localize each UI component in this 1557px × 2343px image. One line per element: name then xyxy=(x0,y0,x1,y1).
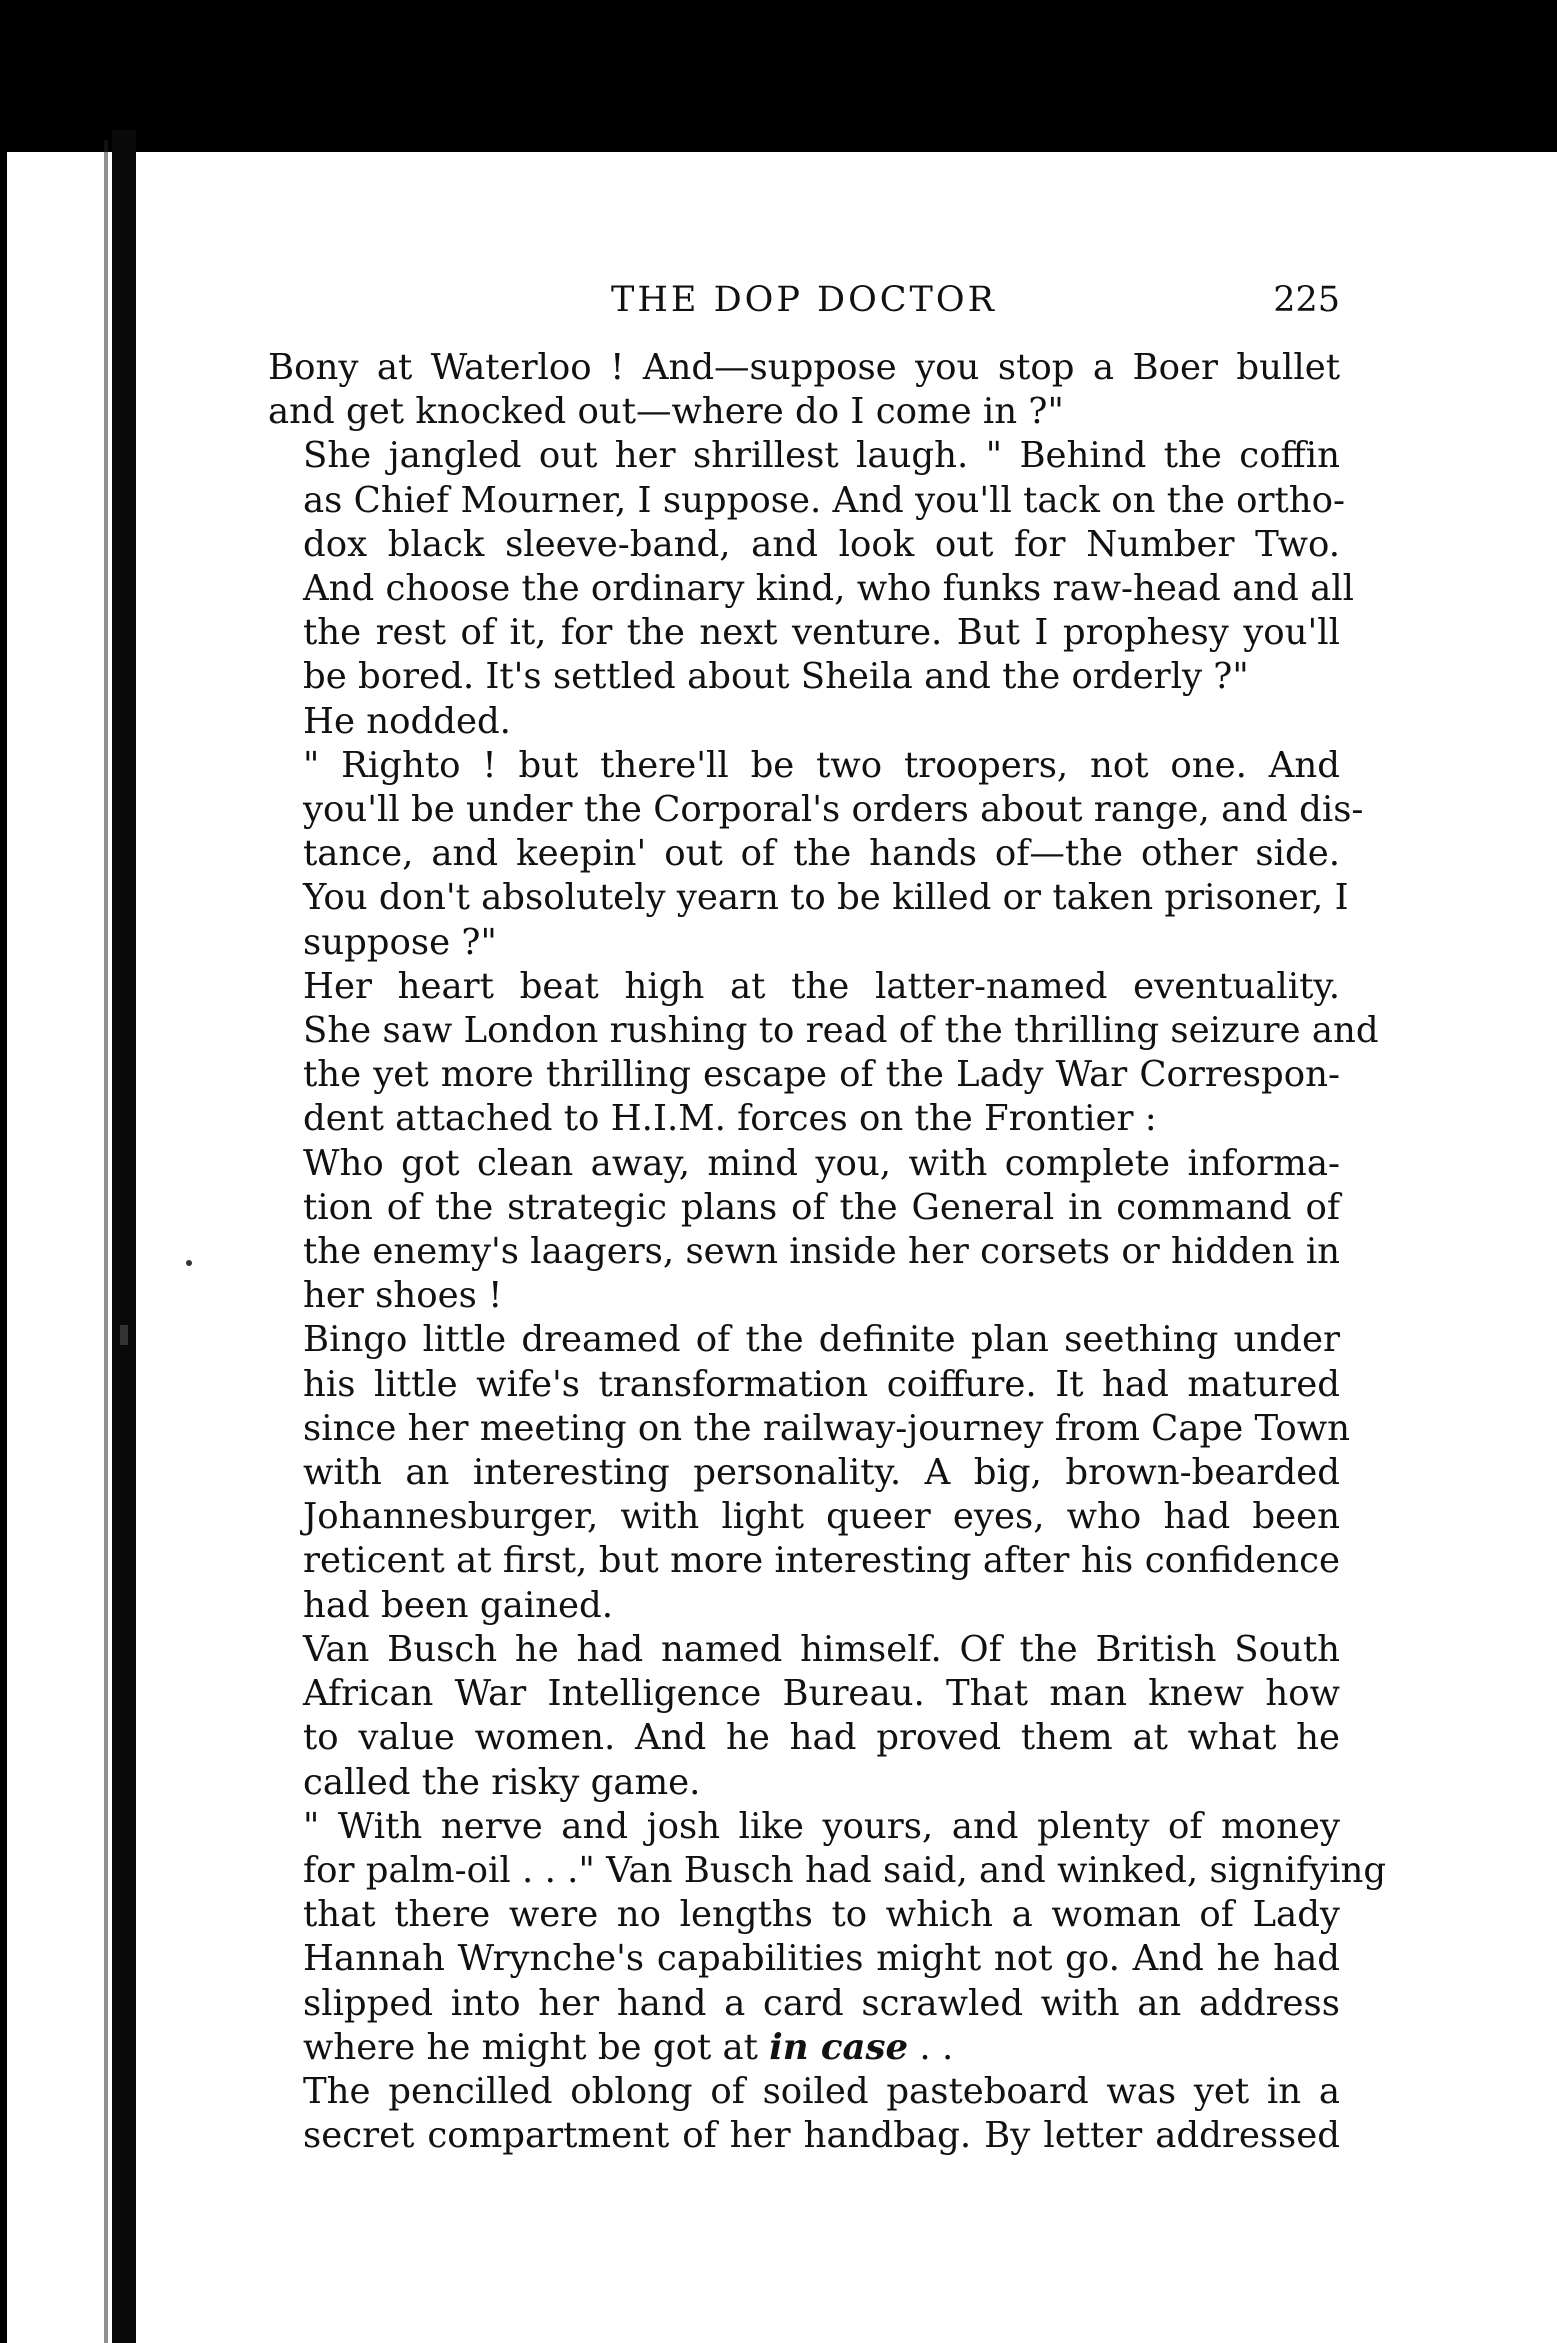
text-line: tance, and keepin' out of the hands of—the other side. xyxy=(303,833,1340,875)
text-line: since her meeting on the railway-journey from Cape Town xyxy=(303,1407,1351,1449)
text-line: with an interesting personality. A big, brown-bearded xyxy=(303,1452,1340,1494)
running-head: THE DOP DOCTOR xyxy=(611,280,997,320)
text-line: for palm-oil . . ." Van Busch had said, and winked, signifying xyxy=(303,1849,1387,1891)
paragraph xyxy=(268,434,1354,699)
text-line: dox black sleeve-band, and look out for Number Two. xyxy=(303,523,1340,565)
book-page xyxy=(268,280,1387,2158)
text-line: to value women. And he had proved them at what he xyxy=(303,1717,1340,1759)
text-line: suppose ?" xyxy=(303,921,497,963)
text-line: Bingo little dreamed of the definite plan seething under xyxy=(303,1319,1340,1361)
text-line: The pencilled oblong of soiled pasteboard was yet in a xyxy=(303,2070,1340,2112)
text-line: African War Intelligence Bureau. That man knew how xyxy=(303,1673,1340,1715)
paragraph xyxy=(268,1142,1340,1319)
scan-speck xyxy=(186,1260,192,1266)
text-line: tion of the strategic plans of the General in command of xyxy=(303,1186,1340,1228)
text-line: Who got clean away, mind you, with complete informa- xyxy=(303,1142,1340,1184)
scan-top-border xyxy=(0,0,1557,152)
text-line: Van Busch he had named himself. Of the British South xyxy=(303,1628,1340,1670)
paragraph xyxy=(268,1318,1351,1627)
text-line: as Chief Mourner, I suppose. And you'll tack on the ortho- xyxy=(303,479,1345,521)
text-line: you'll be under the Corporal's orders about range, and dis- xyxy=(303,789,1364,831)
text-line: You don't absolutely yearn to be killed or taken prisoner, I xyxy=(303,877,1349,919)
text-line: that there were no lengths to which a woman of Lady xyxy=(303,1894,1340,1936)
paragraph xyxy=(268,1628,1340,1805)
text-line: secret compartment of her handbag. By letter addressed xyxy=(303,2115,1340,2157)
paragraph xyxy=(268,700,1340,744)
paragraph xyxy=(268,346,1340,434)
text-line: slipped into her hand a card scrawled with an address xyxy=(303,1982,1340,2024)
text-line: and get knocked out—where do I come in ?" xyxy=(268,391,1064,433)
page-binding-edge xyxy=(112,130,136,2343)
text-line: Johannesburger, with light queer eyes, who had been xyxy=(303,1496,1340,1538)
text-line: " Righto ! but there'll be two troopers, not one. And xyxy=(303,744,1340,786)
text-line: Bony at Waterloo ! And—suppose you stop a Boer bullet xyxy=(268,347,1340,388)
text-line: reticent at first, but more interesting after his confidence xyxy=(303,1540,1340,1582)
paragraph xyxy=(268,965,1379,1142)
text-line: her shoes ! xyxy=(303,1275,503,1317)
text-line: his little wife's transformation coiffure. It had matured xyxy=(303,1363,1340,1405)
scan-speck xyxy=(120,1325,128,1345)
text-line: She jangled out her shrillest laugh. " Behind the coffin xyxy=(303,435,1340,477)
text-line: dent attached to H.I.M. forces on the Frontier : xyxy=(303,1098,1157,1140)
page-header xyxy=(268,280,1340,332)
text-line: " With nerve and josh like yours, and plenty of money xyxy=(303,1805,1340,1847)
body-text xyxy=(268,346,1387,2158)
page-number: 225 xyxy=(1273,280,1340,320)
text-line: the yet more thrilling escape of the Lady War Correspon- xyxy=(303,1054,1340,1096)
text-line xyxy=(268,2026,1340,2070)
text-line: be bored. It's settled about Sheila and the orderly ?" xyxy=(303,656,1249,698)
text-line: Hannah Wrynche's capabilities might not go. And he had xyxy=(303,1938,1340,1980)
scan-binding-shadow xyxy=(104,140,108,2343)
emphasized-text: in case xyxy=(769,2026,909,2068)
ellipsis: . . xyxy=(908,2026,954,2068)
text-line: And choose the ordinary kind, who funks raw-head and all xyxy=(303,568,1354,610)
paragraph xyxy=(268,744,1364,965)
text-fragment: where he might be got at xyxy=(303,2026,758,2068)
text-line: had been gained. xyxy=(303,1584,614,1626)
text-line: the rest of it, for the next venture. But I prophesy you'll xyxy=(303,612,1340,654)
text-line: She saw London rushing to read of the thrilling seizure and xyxy=(303,1010,1379,1052)
paragraph xyxy=(268,1805,1387,2070)
scan-left-border xyxy=(0,152,7,2343)
text-line: the enemy's laagers, sewn inside her corsets or hidden in xyxy=(303,1231,1341,1273)
text-line: Her heart beat high at the latter-named eventuality. xyxy=(303,965,1340,1007)
paragraph xyxy=(268,2070,1340,2158)
text-line: He nodded. xyxy=(303,700,511,742)
text-line: called the risky game. xyxy=(303,1761,701,1803)
